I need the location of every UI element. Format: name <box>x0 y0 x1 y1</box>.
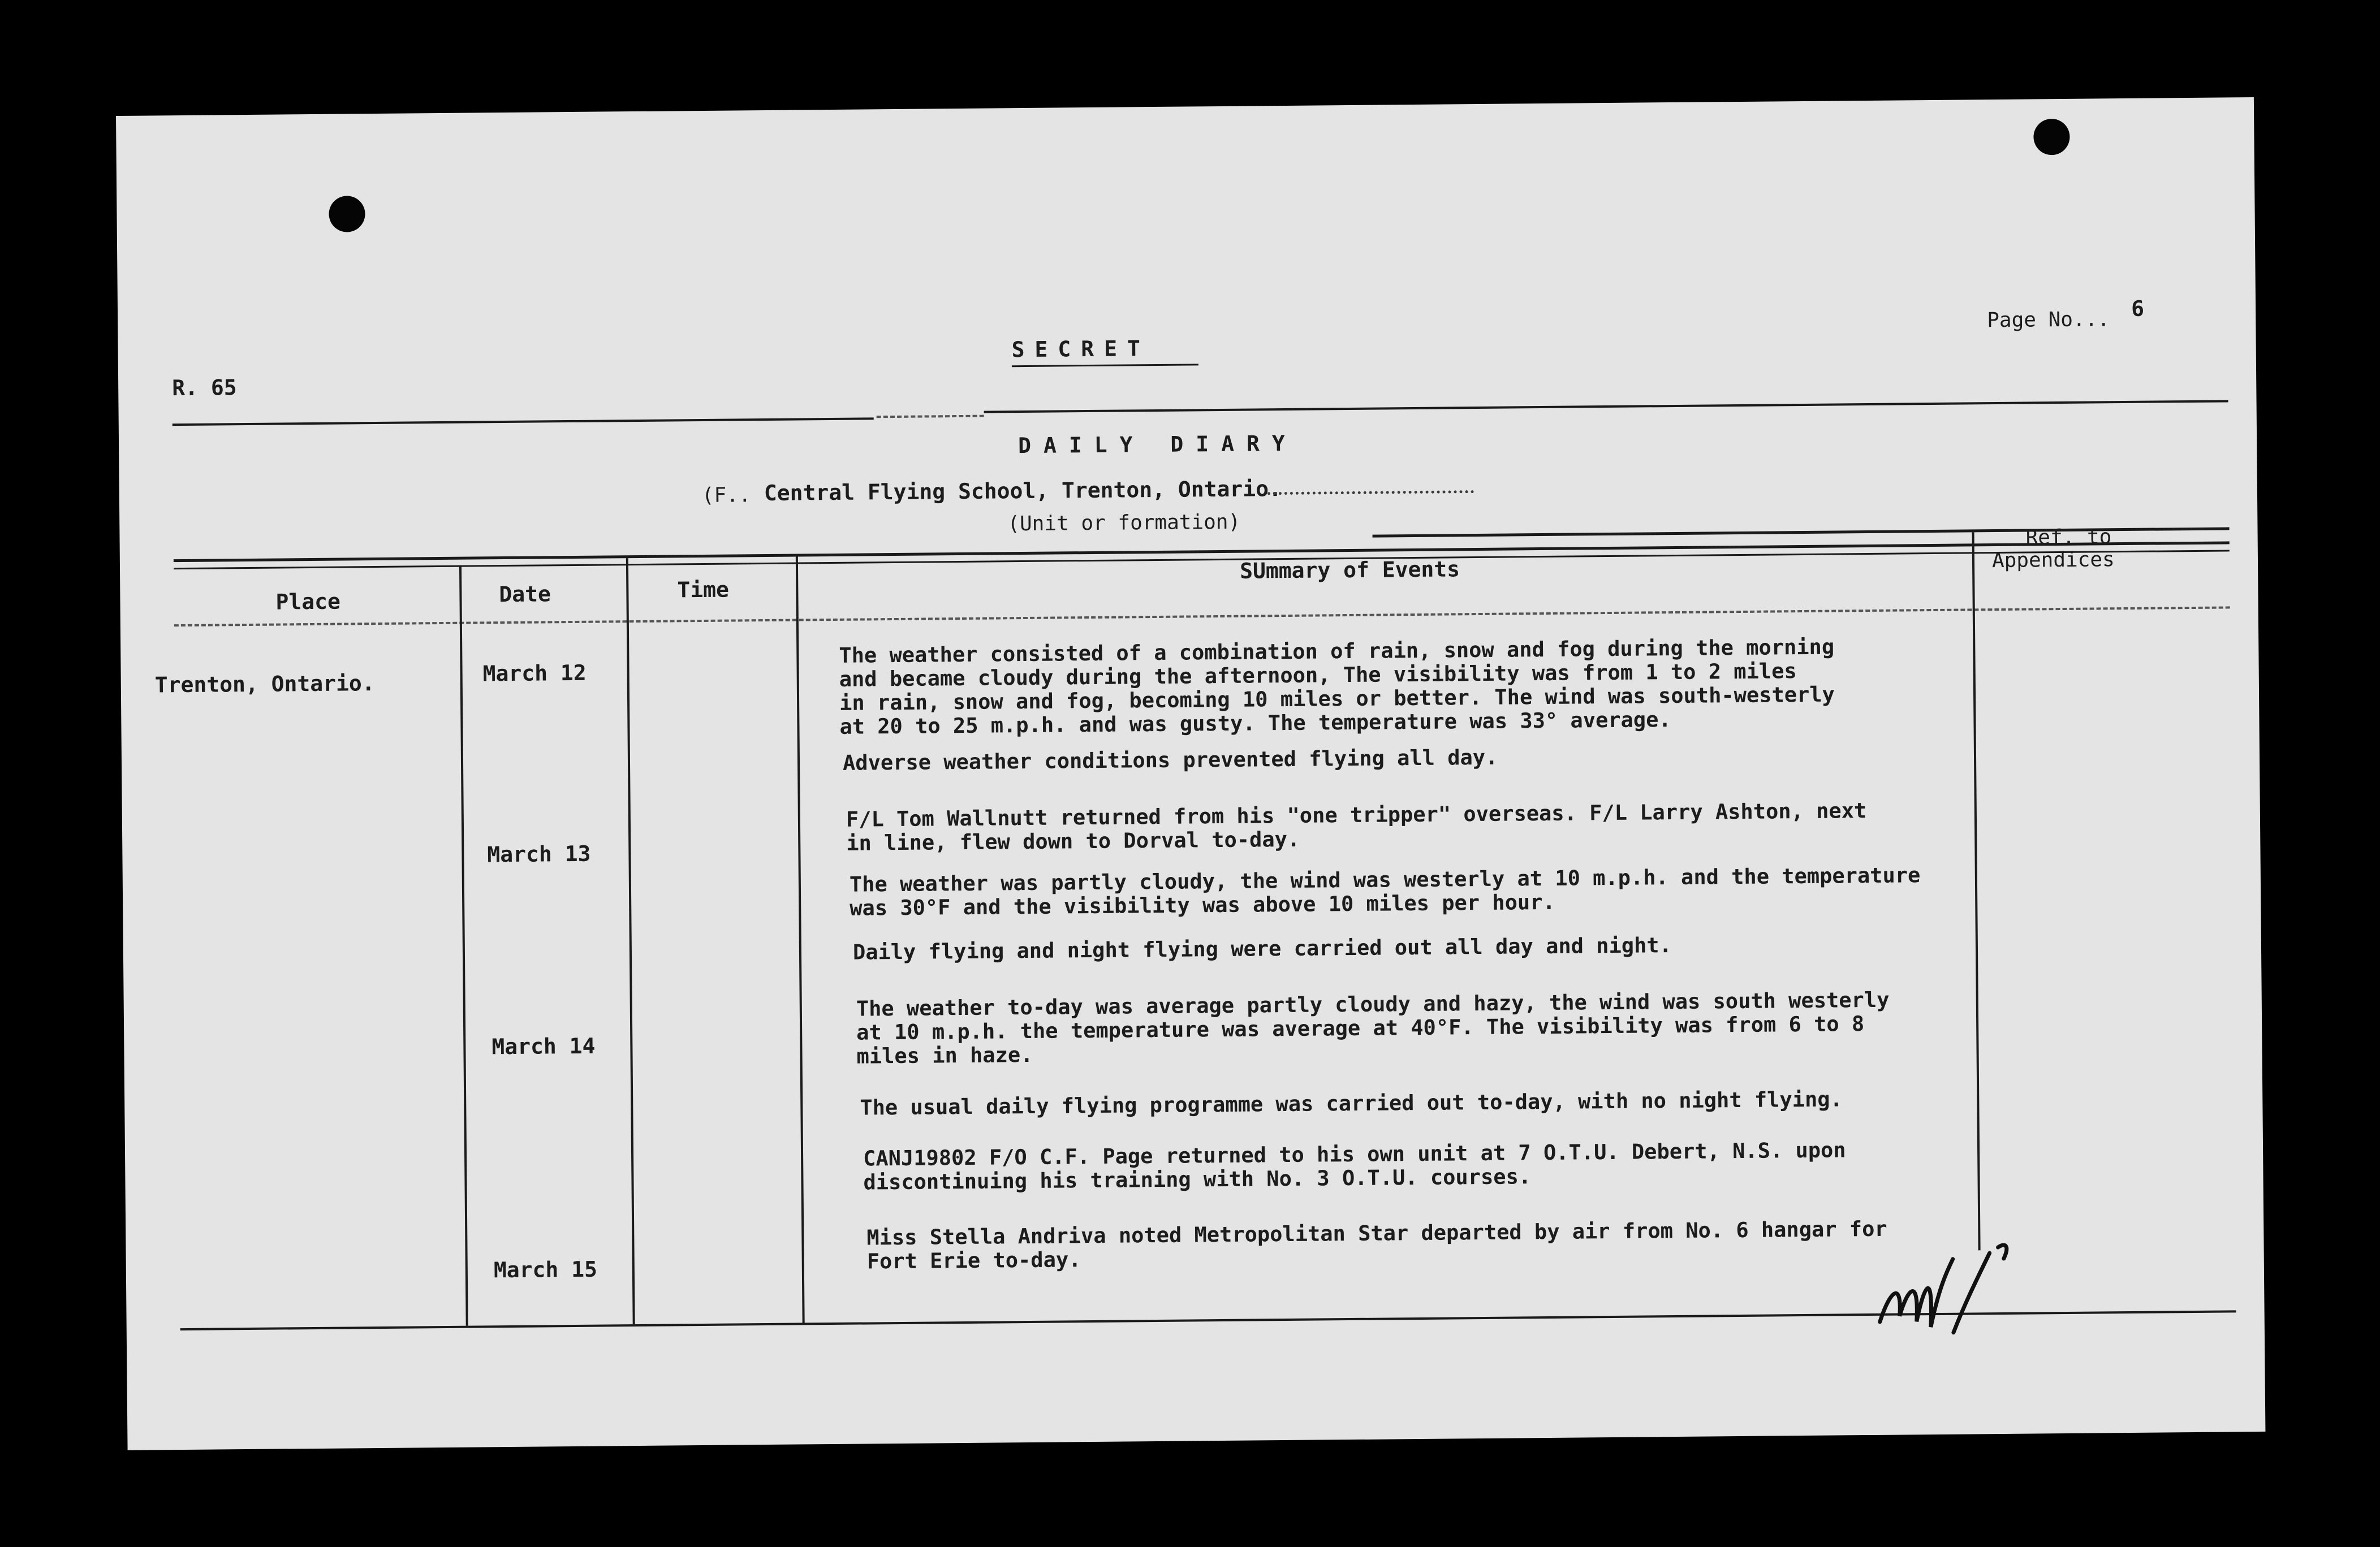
page-number: 6 <box>2131 296 2145 321</box>
column-divider-1 <box>459 565 468 1326</box>
event-entry <box>853 931 2001 965</box>
form-number: R. 65 <box>172 375 237 401</box>
unit-dotted-line <box>1267 490 1474 495</box>
column-header-date: Date <box>499 581 551 607</box>
unit-caption: (Unit or formation) <box>1007 510 1241 536</box>
page-number-label: Page No... <box>1987 308 2110 332</box>
classification-underline <box>1012 364 1198 367</box>
header-rule-left <box>173 417 874 426</box>
event-line: The weather was partly cloudy, the wind was westerly at 10 m.p.h. and the temperature <box>849 863 1921 897</box>
event-line: discontinuing his training with No. 3 O.T.U. courses. <box>863 1164 1532 1195</box>
handwritten-initials <box>1868 1236 2016 1356</box>
event-entry <box>843 741 1991 775</box>
event-entry <box>839 634 1987 739</box>
event-line: in rain, snow and fog, becoming 10 miles or better. The wind was south-westerly <box>839 682 1835 715</box>
event-line: in line, flew down to Dorval to-day. <box>846 827 1300 855</box>
punch-hole-right <box>2033 119 2070 155</box>
event-line: The weather to-day was average partly cloudy and hazy, the wind was south westerly <box>856 987 1890 1021</box>
event-line: was 30°F and the visibility was above 10 miles per hour. <box>850 889 1555 921</box>
event-entry <box>850 863 1998 921</box>
date-cell: March 13 <box>487 841 591 867</box>
event-entry <box>863 1137 2012 1195</box>
date-cell: March 14 <box>491 1033 596 1060</box>
event-line: F/L Tom Wallnutt returned from his "one tripper" overseas. F/L Larry Ashton, next <box>846 798 1867 832</box>
column-header-time: Time <box>677 577 730 603</box>
place-cell: Trenton, Ontario. <box>154 671 375 698</box>
classification-label: SECRET <box>1011 336 1151 362</box>
date-cell: March 12 <box>482 660 587 686</box>
header-rule-right <box>984 400 2228 413</box>
unit-prefix: (F.. <box>701 483 751 507</box>
event-line: miles in haze. <box>856 1042 1033 1069</box>
event-entry <box>846 798 1995 855</box>
punch-hole-left <box>329 196 365 232</box>
date-cell: March 15 <box>493 1256 598 1283</box>
column-divider-3 <box>796 557 805 1323</box>
column-header-summary: SUmmary of Events <box>1239 556 1460 584</box>
event-line: at 20 to 25 m.p.h. and was gusty. The temperature was 33° average. <box>839 707 1671 739</box>
header-rule-dashed <box>877 415 984 418</box>
event-line: at 10 m.p.h. the temperature was average at 40°F. The visibility was from 6 to 8 <box>856 1012 1865 1045</box>
event-line: Fort Erie to-day. <box>866 1247 1081 1274</box>
column-header-ref: Ref. to <box>2025 525 2112 550</box>
diary-page <box>116 97 2265 1450</box>
column-header-rule <box>174 606 2230 626</box>
event-line: The weather consisted of a combination of rain, snow and fog during the morning <box>839 634 1835 668</box>
column-divider-2 <box>626 558 635 1324</box>
event-entry <box>860 1086 2008 1120</box>
event-line: CANJ19802 F/O C.F. Page returned to his own unit at 7 O.T.U. Debert, N.S. upon <box>863 1138 1846 1171</box>
event-line: Daily flying and night flying were carried out all day and night. <box>852 933 1672 965</box>
event-line: and became cloudy during the afternoon, The visibility was from 1 to 2 miles <box>839 659 1797 692</box>
event-line: Adverse weather conditions prevented flying all day. <box>842 745 1498 775</box>
event-line: Miss Stella Andriva noted Metropolitan Star departed by air from No. 6 hangar for <box>866 1216 1887 1250</box>
event-entry <box>856 987 2005 1069</box>
diary-title: DAILY DIARY <box>1017 430 1297 459</box>
column-header-appendices: Appendices <box>1991 548 2115 573</box>
column-header-place: Place <box>275 589 341 615</box>
event-entry <box>866 1216 2015 1274</box>
unit-name: Central Flying School, Trenton, Ontario. <box>764 476 1282 506</box>
event-line: The usual daily flying programme was carried out to-day, with no night flying. <box>860 1087 1843 1120</box>
